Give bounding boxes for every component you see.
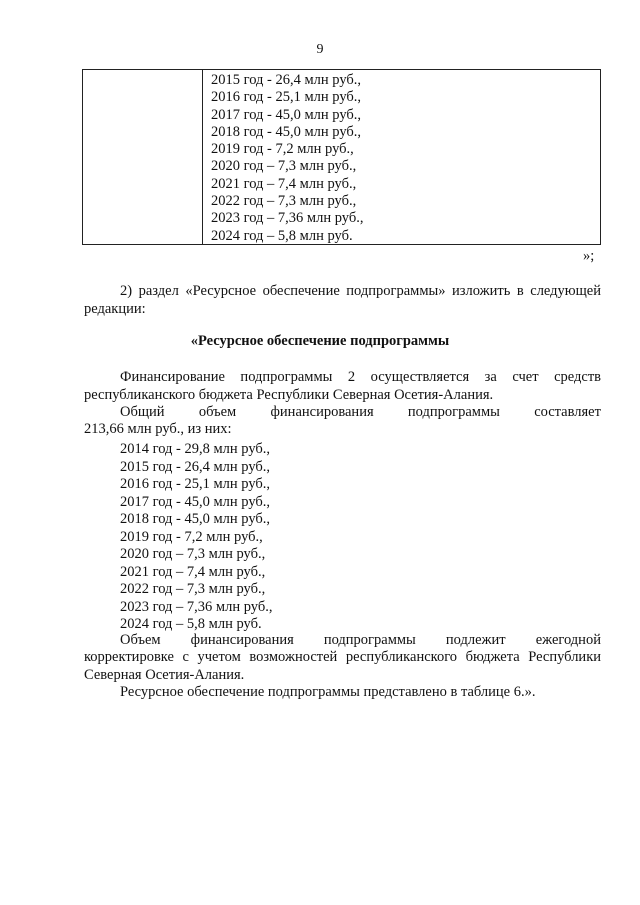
total-word: финансирования bbox=[270, 404, 374, 420]
total-word: Общий bbox=[120, 404, 165, 420]
continuation-table bbox=[82, 69, 601, 245]
closing-quote-mark: »; bbox=[583, 248, 595, 264]
item-2-paragraph: 2) раздел «Ресурсное обеспечение подпрограммы» изложить в следующей редакции: bbox=[84, 283, 601, 317]
table-line: 2021 год – 7,4 млн руб., bbox=[211, 175, 357, 192]
year-line: 2017 год - 45,0 млн руб., bbox=[120, 493, 271, 510]
table-line: 2020 год – 7,3 млн руб., bbox=[211, 158, 357, 175]
total-volume-line bbox=[120, 404, 601, 421]
adjust-word: финансирования bbox=[190, 632, 294, 648]
adjustment-line bbox=[120, 632, 601, 649]
adjust-word: подпрограммы bbox=[323, 632, 416, 648]
year-line: 2018 год - 45,0 млн руб., bbox=[120, 511, 271, 527]
table-column-divider bbox=[202, 70, 203, 244]
year-line: 2024 год – 5,8 млн руб. bbox=[120, 616, 262, 632]
page-number: 9 bbox=[316, 42, 324, 57]
section-heading: «Ресурсное обеспечение подпрограммы bbox=[190, 333, 450, 349]
year-line: 2020 год – 7,3 млн руб., bbox=[120, 546, 266, 562]
table-line: 2015 год - 26,4 млн руб., bbox=[211, 72, 362, 88]
table-line: 2023 год – 7,36 млн руб., bbox=[211, 210, 364, 227]
year-line: 2019 год - 7,2 млн руб., bbox=[120, 528, 263, 545]
year-line: 2015 год - 26,4 млн руб., bbox=[120, 458, 271, 475]
table-funding-cell bbox=[211, 72, 596, 245]
table-line: 2018 год - 45,0 млн руб., bbox=[211, 123, 362, 140]
year-funding-list bbox=[120, 441, 272, 634]
total-volume-continuation: 213,66 млн руб., из них: bbox=[84, 421, 232, 437]
table-line: 2017 год - 45,0 млн руб., bbox=[211, 106, 362, 123]
total-word: подпрограммы bbox=[407, 404, 500, 420]
table-line: 2024 год – 5,8 млн руб. bbox=[211, 227, 353, 244]
year-line: 2021 год – 7,4 млн руб., bbox=[120, 563, 266, 580]
total-word: составляет bbox=[534, 404, 601, 420]
table-line: 2019 год - 7,2 млн руб., bbox=[211, 141, 354, 158]
year-line: 2022 год – 7,3 млн руб., bbox=[120, 581, 266, 597]
adjustment-continuation: корректировке с учетом возможностей республиканского бюджета Республики Северная Осетия-Алания. bbox=[84, 649, 601, 683]
total-word: объем bbox=[198, 404, 237, 420]
adjust-word: ежегодной bbox=[535, 632, 601, 648]
year-line: 2014 год - 29,8 млн руб., bbox=[120, 441, 271, 457]
closing-paragraph: Ресурсное обеспечение подпрограммы представлено в таблице 6.». bbox=[120, 684, 536, 700]
year-line: 2016 год - 25,1 млн руб., bbox=[120, 476, 271, 492]
year-line: 2023 год – 7,36 млн руб., bbox=[120, 598, 273, 615]
adjust-word: подлежит bbox=[445, 632, 506, 648]
adjust-word: Объем bbox=[120, 632, 161, 648]
table-line: 2016 год - 25,1 млн руб., bbox=[211, 89, 362, 106]
table-line: 2022 год – 7,3 млн руб., bbox=[211, 193, 357, 210]
financing-paragraph: Финансирование подпрограммы 2 осуществляется за счет средств республиканского бюджета Республики Северная Осетия-Алания. bbox=[84, 369, 601, 403]
